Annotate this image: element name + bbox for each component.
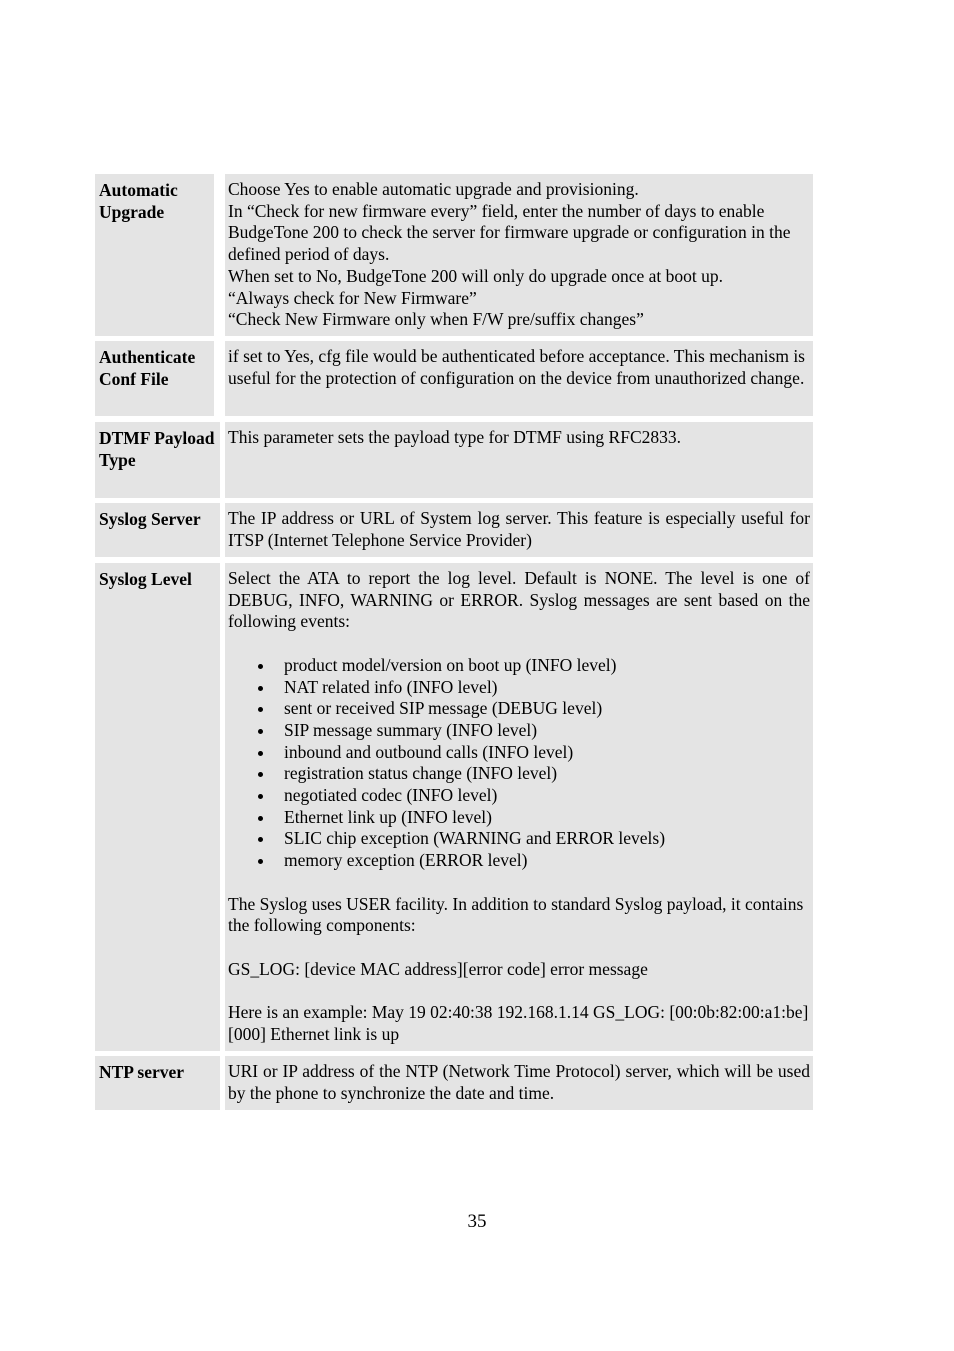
desc-line: When set to No, BudgeTone 200 will only do upgrade once at boot up.: [228, 265, 723, 286]
list-item: sent or received SIP message (DEBUG level): [284, 698, 810, 720]
desc-line: In “Check for new firmware every” field, enter the number of days to enable BudgeTone 200 to check the server for firmware upgrade or configuration in the defined period of days.: [228, 200, 791, 265]
label-syslog-server: Syslog Server: [95, 503, 220, 557]
desc-intro: Select the ATA to report the log level. Default is NONE. The level is one of DEBUG, INFO, WARNING or ERROR. Syslog messages are sent based on the following events:: [228, 568, 810, 632]
row-automatic-upgrade: [95, 174, 813, 336]
desc-automatic-upgrade: [225, 174, 813, 336]
desc-dtmf-payload-type: [225, 422, 813, 498]
row-syslog-level: [95, 563, 813, 1051]
desc-format: GS_LOG: [device MAC address][error code] error message: [228, 958, 648, 979]
row-ntp-server: [95, 1056, 813, 1110]
desc-line: “Check New Firmware only when F/W pre/suffix changes”: [228, 309, 644, 330]
list-item: product model/version on boot up (INFO level): [284, 655, 810, 677]
label-authenticate-conf-file: Authenticate Conf File: [95, 341, 214, 416]
event-list: [228, 655, 810, 872]
list-item: registration status change (INFO level): [284, 763, 810, 785]
list-item: SIP message summary (INFO level): [284, 720, 810, 742]
desc-text: This parameter sets the payload type for DTMF using RFC2833.: [228, 427, 681, 447]
desc-syslog-server: [225, 503, 813, 557]
desc-facility: The Syslog uses USER facility. In addition to standard Syslog payload, it contains the following components:: [228, 893, 804, 936]
desc-syslog-level: [225, 563, 813, 1051]
desc-text: if set to Yes, cfg file would be authenticated before acceptance. This mechanism is useful for the protection of configuration on the device from unauthorized change.: [228, 346, 805, 388]
row-syslog-server: [95, 503, 813, 557]
label-syslog-level: Syslog Level: [95, 563, 220, 1051]
list-item: inbound and outbound calls (INFO level): [284, 742, 810, 764]
label-dtmf-payload-type: DTMF Payload Type: [95, 422, 220, 498]
row-dtmf-payload-type: [95, 422, 813, 498]
desc-text: The IP address or URL of System log server. This feature is especially useful for ITSP (Internet Telephone Service Provider): [228, 508, 810, 550]
desc-authenticate-conf-file: [225, 341, 813, 416]
list-item: negotiated codec (INFO level): [284, 785, 810, 807]
desc-line: Choose Yes to enable automatic upgrade and provisioning.: [228, 179, 639, 199]
list-item: Ethernet link up (INFO level): [284, 807, 810, 829]
label-ntp-server: NTP server: [95, 1056, 220, 1110]
desc-line: “Always check for New Firmware”: [228, 287, 477, 308]
list-item: NAT related info (INFO level): [284, 677, 810, 699]
page-number: 35: [467, 1211, 487, 1232]
list-item: memory exception (ERROR level): [284, 850, 810, 872]
list-item: SLIC chip exception (WARNING and ERROR levels): [284, 828, 810, 850]
row-authenticate-conf-file: [95, 341, 813, 416]
desc-example: Here is an example: May 19 02:40:38 192.168.1.14 GS_LOG: [00:0b:82:00:a1:be][000] Ethernet link is up: [228, 1002, 809, 1044]
desc-text: URI or IP address of the NTP (Network Time Protocol) server, which will be used by the phone to synchronize the date and time.: [228, 1061, 810, 1103]
label-automatic-upgrade: Automatic Upgrade: [95, 174, 214, 336]
desc-ntp-server: [225, 1056, 813, 1110]
